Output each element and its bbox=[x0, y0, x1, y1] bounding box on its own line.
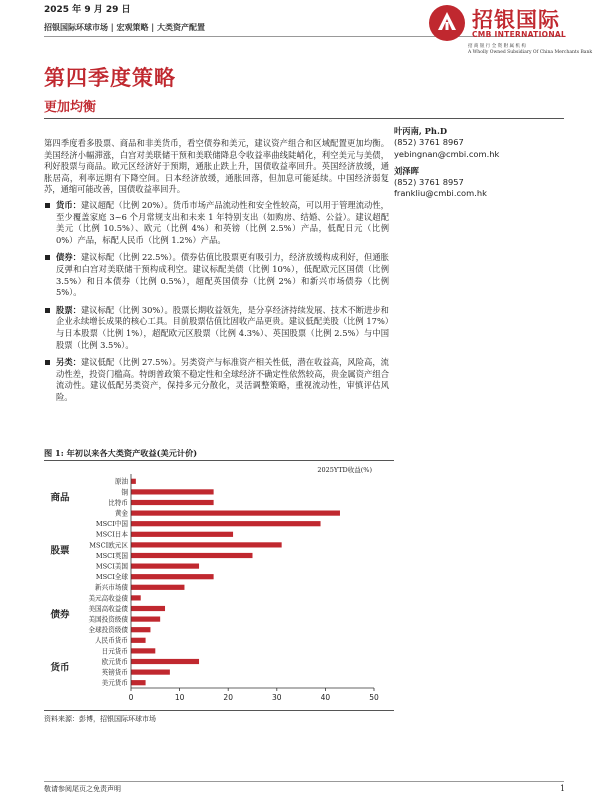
bullet-currency bbox=[44, 200, 389, 246]
analyst-phone: (852) 3761 8957 bbox=[394, 177, 464, 188]
x-tick-label: 20 bbox=[223, 693, 233, 702]
x-tick-label: 10 bbox=[174, 693, 185, 702]
bullet-label: 货币： bbox=[56, 199, 81, 210]
bullet-text: 建议标配（比例 22.5%）。债券估值比股票更有吸引力，经济放缓构成利好，但通胀反弹和白宫对美联储干预构成利空。建议标配美债（比例 10%），低配欧元区国债（比例 3.5%）和日本债券（比例 0.5%），超配英国债券（比例 2%）和新兴市场债券（比例 5%）。 bbox=[56, 252, 389, 298]
category-label: MSCI英国 bbox=[95, 551, 128, 560]
cmbi-logo bbox=[428, 4, 593, 62]
category-label: 原油 bbox=[114, 477, 128, 486]
analyst-name: 叶丙南, Ph.D bbox=[394, 126, 448, 136]
chart-bar bbox=[131, 585, 184, 590]
figure-top-rule bbox=[44, 460, 394, 461]
chart-bar bbox=[131, 595, 141, 600]
analyst-email[interactable]: frankliu@cmbi.com.hk bbox=[394, 188, 487, 199]
category-label: 比特币 bbox=[108, 498, 128, 507]
category-label: 人民币货币 bbox=[95, 636, 128, 645]
bullet-label: 另类： bbox=[56, 357, 81, 368]
category-label: 美国投资级债 bbox=[88, 615, 128, 624]
x-tick-label: 0 bbox=[128, 693, 134, 702]
logo-english: CMB INTERNATIONAL bbox=[472, 30, 567, 39]
intro-paragraph: 第四季度看多股票、商品和非美货币，看空债券和美元，建议资产组合和区域配置更加均衡。美国经济小幅滞涨，白宫对美联储干预和美联储降息令收益率曲线陡峭化，利空美元与美债，利好股票与商品。欧元区经济好于预期，通胀止跌上升，国债收益率回升。英国经济放缓，通胀居高，利率远期有下降空间。日本经济放缓，通胀回落，但加息可能延续。中国经济弱复苏，通缩可能改善，国债收益率回升。 bbox=[44, 138, 389, 195]
page-title: 第四季度策略 bbox=[44, 65, 176, 90]
group-label: 商品 bbox=[50, 492, 70, 504]
chart-bar bbox=[131, 489, 214, 494]
category-label: MSCI欧元区 bbox=[89, 541, 128, 550]
asset-returns-chart bbox=[44, 462, 394, 710]
chart-bar bbox=[131, 606, 165, 611]
bullet-square-icon bbox=[45, 203, 50, 208]
category-label: 铜 bbox=[121, 488, 128, 497]
category-label: 黄金 bbox=[114, 509, 128, 518]
chart-bar bbox=[131, 532, 233, 537]
title-divider bbox=[44, 118, 564, 119]
x-tick-label: 50 bbox=[369, 693, 379, 702]
chart-legend: 2025YTD收益(%) bbox=[317, 466, 372, 474]
chart-bar bbox=[131, 479, 136, 484]
page-subtitle: 更加均衡 bbox=[44, 100, 97, 115]
x-tick-label: 40 bbox=[320, 693, 331, 702]
cmbi-emblem-icon bbox=[428, 4, 466, 42]
chart-bar bbox=[131, 680, 146, 685]
bullet-square-icon bbox=[45, 360, 50, 365]
chart-bar bbox=[131, 564, 199, 569]
bullet-text: 建议标配（比例 30%）。股票长期收益领先，是分享经济持续发展、技术不断进步和企业永续增长成果的核心工具。目前股票估值比固收产品更贵。建议低配美股（比例 17%）与日本股票（比例 1%），超配欧元区股票（比例 4.3%）、英国股票（比例 2.5%）与中国股票（比例 3.5%）。 bbox=[56, 304, 389, 350]
analyst-name: 刘泽晖 bbox=[394, 165, 419, 176]
chart-bar bbox=[131, 553, 253, 558]
chart-bar bbox=[131, 542, 282, 547]
category-label: MSCI中国 bbox=[95, 520, 128, 529]
x-tick-label: 30 bbox=[272, 693, 282, 702]
chart-bar bbox=[131, 511, 340, 516]
figure-title: 图 1: 年初以来各大类资产收益(美元计价) bbox=[44, 448, 198, 458]
chart-bar bbox=[131, 638, 146, 643]
bullet-label: 股票： bbox=[56, 304, 81, 315]
category-label: MSCI美国 bbox=[95, 562, 128, 571]
group-label: 债券 bbox=[50, 609, 70, 621]
category-label: 美国高收益债 bbox=[88, 604, 128, 613]
figure-bottom-rule bbox=[44, 710, 394, 711]
bullet-square-icon bbox=[45, 255, 50, 260]
report-category: 招银国际环球市场 | 宏观策略 | 大类资产配置 bbox=[44, 22, 205, 32]
bullet-square-icon bbox=[45, 308, 50, 313]
chart-bar bbox=[131, 500, 214, 505]
logo-tagline-cn: 招 商 银 行 全 资 附 属 机 构 bbox=[468, 44, 526, 49]
bullet-equities bbox=[44, 305, 389, 351]
chart-bar bbox=[131, 670, 170, 675]
bullet-text: 建议超配（比例 20%）。货币市场产品流动性和安全性较高，可以用于管理流动性，至少覆盖家庭 3~6 个月常规支出和未来 1 年特别支出（如购房、结婚、公益）。建议超配美元（比例 10.5%）、欧元（比例 4%）和英镑（比例 2.5%）产品，低配日元（比例 0%）产品，标配人民币（比例 1.2%）产品。 bbox=[56, 199, 389, 245]
category-label: MSCI日本 bbox=[95, 530, 128, 539]
logo-name: 招银国际 bbox=[472, 8, 560, 32]
category-label: 美元高收益债 bbox=[88, 594, 128, 603]
bullet-label: 债券： bbox=[56, 252, 81, 263]
analyst-contacts bbox=[394, 126, 564, 200]
analyst-email[interactable]: yebingnan@cmbi.com.hk bbox=[394, 148, 500, 159]
chart-bar bbox=[131, 617, 160, 622]
chart-bar bbox=[131, 521, 321, 526]
group-label: 货币 bbox=[50, 662, 70, 674]
category-label: MSCI全球 bbox=[95, 573, 128, 582]
logo-tagline-en: A Wholly Owned Subsidiary Of China Merchants Bank bbox=[468, 50, 593, 55]
chart-bar bbox=[131, 574, 214, 579]
bullet-alternatives bbox=[44, 357, 389, 403]
footer-disclaimer[interactable]: 敬请参阅尾页之免责声明 bbox=[44, 785, 121, 793]
category-label: 美元货币 bbox=[101, 679, 128, 688]
category-label: 全球投资级债 bbox=[88, 626, 128, 635]
category-label: 英镑货币 bbox=[101, 668, 128, 677]
bullet-bonds bbox=[44, 252, 389, 298]
footer-divider bbox=[44, 781, 564, 782]
analyst-phone: (852) 3761 8967 bbox=[394, 137, 464, 148]
group-label: 股票 bbox=[50, 545, 70, 557]
report-date: 2025 年 9 月 29 日 bbox=[44, 5, 131, 15]
figure-source: 资料来源：彭博，招银国际环球市场 bbox=[44, 715, 156, 723]
category-label: 新兴市场债 bbox=[95, 583, 128, 592]
category-label: 日元货币 bbox=[101, 647, 128, 656]
category-label: 欧元货币 bbox=[101, 657, 128, 666]
report-body bbox=[44, 138, 389, 409]
page-number: 1 bbox=[560, 784, 566, 793]
chart-bar bbox=[131, 648, 155, 653]
chart-bar bbox=[131, 627, 150, 632]
chart-bar bbox=[131, 659, 199, 664]
bullet-text: 建议低配（比例 27.5%）。另类资产与标准资产相关性低，潜在收益高，风险高，流动性差，投资门槛高。特朗普政策不稳定性和全球经济不确定性依然较高，贵金属资产组合流动性。建议低配另类资产，保持多元分散化，灵活调整策略，重视流动性，审慎评估风险。 bbox=[56, 357, 389, 402]
